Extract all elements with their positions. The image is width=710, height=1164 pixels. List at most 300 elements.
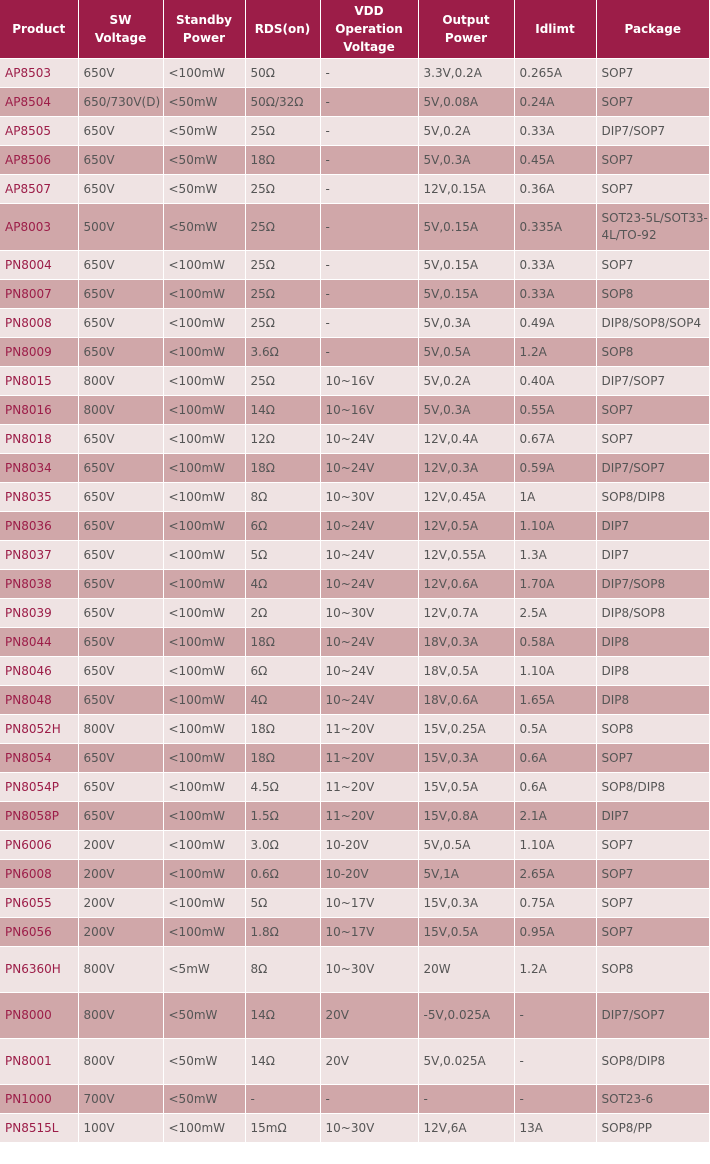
table-row — [0, 204, 709, 251]
vdd-voltage-cell: - — [320, 59, 418, 88]
package-cell: SOP7 — [596, 146, 709, 175]
output-power-cell: 5V,0.3A — [418, 146, 514, 175]
output-power-cell: 18V,0.6A — [418, 686, 514, 715]
column-header-package: Package — [596, 0, 709, 59]
sw-voltage-cell: 100V — [78, 1114, 163, 1143]
output-power-cell: 15V,0.25A — [418, 715, 514, 744]
vdd-voltage-cell: 20V — [320, 1039, 418, 1085]
product-cell[interactable]: PN8515L — [0, 1114, 78, 1143]
rds-on-cell: 25Ω — [245, 367, 320, 396]
standby-power-cell: <50mW — [163, 88, 245, 117]
sw-voltage-cell: 650V — [78, 280, 163, 309]
output-power-cell: 15V,0.8A — [418, 802, 514, 831]
package-cell: DIP7/SOP7 — [596, 993, 709, 1039]
package-cell: SOP8/DIP8 — [596, 1039, 709, 1085]
package-cell: SOP8/DIP8 — [596, 483, 709, 512]
idlimt-cell: 0.33A — [514, 251, 596, 280]
table-row — [0, 309, 709, 338]
table-row — [0, 715, 709, 744]
standby-power-cell: <100mW — [163, 338, 245, 367]
rds-on-cell: 25Ω — [245, 309, 320, 338]
rds-on-cell: 1.8Ω — [245, 918, 320, 947]
product-cell[interactable]: PN8008 — [0, 309, 78, 338]
table-row — [0, 947, 709, 993]
table-row — [0, 59, 709, 88]
standby-power-cell: <100mW — [163, 860, 245, 889]
idlimt-cell: 0.33A — [514, 280, 596, 309]
product-cell[interactable]: AP8003 — [0, 204, 78, 251]
standby-power-cell: <50mW — [163, 146, 245, 175]
rds-on-cell: 4Ω — [245, 570, 320, 599]
output-power-cell: 5V,0.5A — [418, 831, 514, 860]
output-power-cell: 5V,0.2A — [418, 367, 514, 396]
rds-on-cell: 18Ω — [245, 628, 320, 657]
rds-on-cell: 2Ω — [245, 599, 320, 628]
vdd-voltage-cell: 20V — [320, 993, 418, 1039]
standby-power-cell: <100mW — [163, 628, 245, 657]
vdd-voltage-cell: 10~24V — [320, 512, 418, 541]
idlimt-cell: 0.335A — [514, 204, 596, 251]
package-cell: SOP7 — [596, 889, 709, 918]
sw-voltage-cell: 650V — [78, 802, 163, 831]
sw-voltage-cell: 200V — [78, 860, 163, 889]
table-row — [0, 599, 709, 628]
rds-on-cell: 14Ω — [245, 396, 320, 425]
product-cell[interactable]: AP8507 — [0, 175, 78, 204]
table-row — [0, 686, 709, 715]
table-row — [0, 396, 709, 425]
sw-voltage-cell: 650V — [78, 146, 163, 175]
idlimt-cell: 1.10A — [514, 512, 596, 541]
product-cell[interactable]: PN8018 — [0, 425, 78, 454]
product-cell[interactable]: AP8505 — [0, 117, 78, 146]
standby-power-cell: <100mW — [163, 396, 245, 425]
sw-voltage-cell: 650V — [78, 251, 163, 280]
output-power-cell: 12V,0.15A — [418, 175, 514, 204]
standby-power-cell: <50mW — [163, 204, 245, 251]
vdd-voltage-cell: - — [320, 146, 418, 175]
sw-voltage-cell: 650V — [78, 686, 163, 715]
sw-voltage-cell: 650V — [78, 338, 163, 367]
product-cell[interactable]: PN8001 — [0, 1039, 78, 1085]
product-cell[interactable]: PN8036 — [0, 512, 78, 541]
sw-voltage-cell: 200V — [78, 918, 163, 947]
output-power-cell: 12V,6A — [418, 1114, 514, 1143]
sw-voltage-cell: 800V — [78, 367, 163, 396]
package-cell: SOT23-6 — [596, 1085, 709, 1114]
standby-power-cell: <100mW — [163, 599, 245, 628]
product-cell[interactable]: PN8038 — [0, 570, 78, 599]
sw-voltage-cell: 650V — [78, 599, 163, 628]
output-power-cell: 12V,0.55A — [418, 541, 514, 570]
idlimt-cell: 0.265A — [514, 59, 596, 88]
idlimt-cell: 0.33A — [514, 117, 596, 146]
sw-voltage-cell: 500V — [78, 204, 163, 251]
standby-power-cell: <100mW — [163, 657, 245, 686]
rds-on-cell: 0.6Ω — [245, 860, 320, 889]
vdd-voltage-cell: 10~24V — [320, 570, 418, 599]
rds-on-cell: 6Ω — [245, 657, 320, 686]
package-cell: DIP8 — [596, 628, 709, 657]
idlimt-cell: 1.2A — [514, 947, 596, 993]
idlimt-cell: 0.95A — [514, 918, 596, 947]
output-power-cell: 15V,0.5A — [418, 918, 514, 947]
package-cell: DIP8 — [596, 686, 709, 715]
vdd-voltage-cell: - — [320, 117, 418, 146]
idlimt-cell: 2.65A — [514, 860, 596, 889]
vdd-voltage-cell: 10~24V — [320, 628, 418, 657]
sw-voltage-cell: 650V — [78, 657, 163, 686]
column-header-vdd-operation-voltage: VDD Operation Voltage — [320, 0, 418, 59]
package-cell: DIP7 — [596, 802, 709, 831]
idlimt-cell: 1.65A — [514, 686, 596, 715]
standby-power-cell: <100mW — [163, 425, 245, 454]
package-cell: SOP7 — [596, 251, 709, 280]
product-cell[interactable]: PN8046 — [0, 657, 78, 686]
output-power-cell: 18V,0.3A — [418, 628, 514, 657]
sw-voltage-cell: 650V — [78, 744, 163, 773]
table-row — [0, 860, 709, 889]
product-cell[interactable]: PN8000 — [0, 993, 78, 1039]
product-cell[interactable]: PN8054P — [0, 773, 78, 802]
output-power-cell: 12V,0.3A — [418, 454, 514, 483]
product-cell[interactable]: PN8015 — [0, 367, 78, 396]
column-header-product: Product — [0, 0, 78, 59]
rds-on-cell: 12Ω — [245, 425, 320, 454]
output-power-cell: 5V,0.08A — [418, 88, 514, 117]
rds-on-cell: 3.0Ω — [245, 831, 320, 860]
rds-on-cell: 1.5Ω — [245, 802, 320, 831]
idlimt-cell: 1.2A — [514, 338, 596, 367]
rds-on-cell: 14Ω — [245, 993, 320, 1039]
product-cell[interactable]: PN6055 — [0, 889, 78, 918]
vdd-voltage-cell: 10~30V — [320, 483, 418, 512]
table-row — [0, 918, 709, 947]
standby-power-cell: <50mW — [163, 993, 245, 1039]
package-cell: DIP7/SOP8 — [596, 570, 709, 599]
table-row — [0, 338, 709, 367]
column-header-idlimt: Idlimt — [514, 0, 596, 59]
package-cell: SOP8/PP — [596, 1114, 709, 1143]
table-row — [0, 993, 709, 1039]
rds-on-cell: 18Ω — [245, 454, 320, 483]
table-row — [0, 657, 709, 686]
table-row — [0, 454, 709, 483]
sw-voltage-cell: 650V — [78, 541, 163, 570]
standby-power-cell: <50mW — [163, 1085, 245, 1114]
sw-voltage-cell: 650V — [78, 512, 163, 541]
standby-power-cell: <100mW — [163, 802, 245, 831]
product-cell[interactable]: PN8058P — [0, 802, 78, 831]
rds-on-cell: 25Ω — [245, 204, 320, 251]
column-header-rds-on: RDS(on) — [245, 0, 320, 59]
idlimt-cell: 0.5A — [514, 715, 596, 744]
standby-power-cell: <100mW — [163, 831, 245, 860]
vdd-voltage-cell: 10~24V — [320, 454, 418, 483]
vdd-voltage-cell: 10~16V — [320, 367, 418, 396]
idlimt-cell: 0.49A — [514, 309, 596, 338]
product-cell[interactable]: PN8007 — [0, 280, 78, 309]
idlimt-cell: - — [514, 1085, 596, 1114]
table-row — [0, 425, 709, 454]
column-header-sw-voltage: SW Voltage — [78, 0, 163, 59]
rds-on-cell: 4Ω — [245, 686, 320, 715]
vdd-voltage-cell: 10-20V — [320, 860, 418, 889]
output-power-cell: 5V,0.5A — [418, 338, 514, 367]
output-power-cell: 5V,0.15A — [418, 280, 514, 309]
package-cell: SOP8 — [596, 947, 709, 993]
output-power-cell: 12V,0.4A — [418, 425, 514, 454]
rds-on-cell: 14Ω — [245, 1039, 320, 1085]
standby-power-cell: <100mW — [163, 541, 245, 570]
product-cell[interactable]: PN6006 — [0, 831, 78, 860]
product-cell[interactable]: PN8048 — [0, 686, 78, 715]
package-cell: DIP8/SOP8/SOP4 — [596, 309, 709, 338]
product-cell[interactable]: PN6360H — [0, 947, 78, 993]
output-power-cell: 20W — [418, 947, 514, 993]
product-cell[interactable]: PN8034 — [0, 454, 78, 483]
standby-power-cell: <100mW — [163, 1114, 245, 1143]
sw-voltage-cell: 650V — [78, 59, 163, 88]
package-cell: DIP8/SOP8 — [596, 599, 709, 628]
output-power-cell: 5V,0.3A — [418, 396, 514, 425]
idlimt-cell: 13A — [514, 1114, 596, 1143]
column-header-standby-power: Standby Power — [163, 0, 245, 59]
idlimt-cell: 0.6A — [514, 773, 596, 802]
standby-power-cell: <100mW — [163, 773, 245, 802]
sw-voltage-cell: 650V — [78, 117, 163, 146]
package-cell: DIP7/SOP7 — [596, 117, 709, 146]
product-cell[interactable]: PN6008 — [0, 860, 78, 889]
standby-power-cell: <100mW — [163, 454, 245, 483]
standby-power-cell: <100mW — [163, 570, 245, 599]
idlimt-cell: 0.75A — [514, 889, 596, 918]
rds-on-cell: 5Ω — [245, 541, 320, 570]
vdd-voltage-cell: 10~30V — [320, 599, 418, 628]
standby-power-cell: <100mW — [163, 744, 245, 773]
package-cell: SOP8 — [596, 280, 709, 309]
product-cell[interactable]: AP8506 — [0, 146, 78, 175]
package-cell: SOP8 — [596, 338, 709, 367]
table-row — [0, 117, 709, 146]
standby-power-cell: <100mW — [163, 309, 245, 338]
idlimt-cell: 1.10A — [514, 657, 596, 686]
table-row — [0, 744, 709, 773]
output-power-cell: 18V,0.5A — [418, 657, 514, 686]
rds-on-cell: 25Ω — [245, 175, 320, 204]
output-power-cell: -5V,0.025A — [418, 993, 514, 1039]
idlimt-cell: 0.67A — [514, 425, 596, 454]
vdd-voltage-cell: - — [320, 280, 418, 309]
sw-voltage-cell: 650V — [78, 570, 163, 599]
idlimt-cell: 0.45A — [514, 146, 596, 175]
vdd-voltage-cell: - — [320, 88, 418, 117]
table-row — [0, 483, 709, 512]
idlimt-cell: 0.24A — [514, 88, 596, 117]
table-header-row — [0, 0, 709, 59]
product-cell[interactable]: PN6056 — [0, 918, 78, 947]
rds-on-cell: 25Ω — [245, 117, 320, 146]
table-row — [0, 512, 709, 541]
sw-voltage-cell: 650V — [78, 309, 163, 338]
output-power-cell: 15V,0.5A — [418, 773, 514, 802]
table-row — [0, 146, 709, 175]
idlimt-cell: 0.40A — [514, 367, 596, 396]
package-cell: SOP7 — [596, 918, 709, 947]
package-cell: SOP7 — [596, 831, 709, 860]
vdd-voltage-cell: - — [320, 175, 418, 204]
vdd-voltage-cell: - — [320, 204, 418, 251]
product-cell[interactable]: PN8039 — [0, 599, 78, 628]
package-cell: DIP7 — [596, 512, 709, 541]
product-cell[interactable]: PN8054 — [0, 744, 78, 773]
standby-power-cell: <100mW — [163, 367, 245, 396]
table-row — [0, 251, 709, 280]
standby-power-cell: <100mW — [163, 483, 245, 512]
sw-voltage-cell: 800V — [78, 993, 163, 1039]
sw-voltage-cell: 650V — [78, 483, 163, 512]
product-cell[interactable]: AP8503 — [0, 59, 78, 88]
sw-voltage-cell: 700V — [78, 1085, 163, 1114]
idlimt-cell: 1A — [514, 483, 596, 512]
sw-voltage-cell: 650V — [78, 628, 163, 657]
vdd-voltage-cell: 10~24V — [320, 541, 418, 570]
product-cell[interactable]: PN8035 — [0, 483, 78, 512]
sw-voltage-cell: 800V — [78, 1039, 163, 1085]
package-cell: SOP7 — [596, 860, 709, 889]
idlimt-cell: 0.55A — [514, 396, 596, 425]
column-header-output-power: Output Power — [418, 0, 514, 59]
sw-voltage-cell: 800V — [78, 396, 163, 425]
output-power-cell: 5V,0.2A — [418, 117, 514, 146]
sw-voltage-cell: 650/730V(D) — [78, 88, 163, 117]
vdd-voltage-cell: 10~30V — [320, 947, 418, 993]
table-row — [0, 802, 709, 831]
package-cell: SOP8/DIP8 — [596, 773, 709, 802]
product-cell[interactable]: PN1000 — [0, 1085, 78, 1114]
sw-voltage-cell: 650V — [78, 454, 163, 483]
vdd-voltage-cell: - — [320, 1085, 418, 1114]
rds-on-cell: - — [245, 1085, 320, 1114]
sw-voltage-cell: 650V — [78, 773, 163, 802]
output-power-cell: 5V,0.15A — [418, 204, 514, 251]
package-cell: DIP7/SOP7 — [596, 367, 709, 396]
standby-power-cell: <100mW — [163, 280, 245, 309]
vdd-voltage-cell: 10~24V — [320, 425, 418, 454]
standby-power-cell: <100mW — [163, 715, 245, 744]
idlimt-cell: 2.5A — [514, 599, 596, 628]
rds-on-cell: 4.5Ω — [245, 773, 320, 802]
sw-voltage-cell: 200V — [78, 889, 163, 918]
standby-power-cell: <100mW — [163, 59, 245, 88]
package-cell: DIP8 — [596, 657, 709, 686]
rds-on-cell: 15mΩ — [245, 1114, 320, 1143]
output-power-cell: - — [418, 1085, 514, 1114]
output-power-cell: 12V,0.45A — [418, 483, 514, 512]
vdd-voltage-cell: 10-20V — [320, 831, 418, 860]
output-power-cell: 15V,0.3A — [418, 744, 514, 773]
vdd-voltage-cell: 11~20V — [320, 744, 418, 773]
product-cell[interactable]: PN8004 — [0, 251, 78, 280]
standby-power-cell: <100mW — [163, 918, 245, 947]
standby-power-cell: <5mW — [163, 947, 245, 993]
table-row — [0, 831, 709, 860]
product-cell[interactable]: PN8016 — [0, 396, 78, 425]
output-power-cell: 12V,0.6A — [418, 570, 514, 599]
table-row — [0, 1039, 709, 1085]
package-cell: SOP7 — [596, 425, 709, 454]
vdd-voltage-cell: - — [320, 338, 418, 367]
product-cell[interactable]: PN8044 — [0, 628, 78, 657]
output-power-cell: 5V,1A — [418, 860, 514, 889]
product-cell[interactable]: PN8009 — [0, 338, 78, 367]
standby-power-cell: <50mW — [163, 117, 245, 146]
vdd-voltage-cell: - — [320, 251, 418, 280]
sw-voltage-cell: 800V — [78, 715, 163, 744]
sw-voltage-cell: 650V — [78, 175, 163, 204]
rds-on-cell: 18Ω — [245, 744, 320, 773]
idlimt-cell: 1.10A — [514, 831, 596, 860]
package-cell: SOT23-5L/SOT33- 4L/TO-92 — [596, 204, 709, 251]
idlimt-cell: 0.59A — [514, 454, 596, 483]
output-power-cell: 5V,0.025A — [418, 1039, 514, 1085]
table-row — [0, 88, 709, 117]
rds-on-cell: 8Ω — [245, 483, 320, 512]
package-cell: SOP7 — [596, 88, 709, 117]
idlimt-cell: 0.6A — [514, 744, 596, 773]
package-cell: SOP8 — [596, 715, 709, 744]
package-cell: SOP7 — [596, 744, 709, 773]
idlimt-cell: 1.70A — [514, 570, 596, 599]
vdd-voltage-cell: 11~20V — [320, 773, 418, 802]
output-power-cell: 5V,0.15A — [418, 251, 514, 280]
output-power-cell: 5V,0.3A — [418, 309, 514, 338]
product-cell[interactable]: PN8052H — [0, 715, 78, 744]
sw-voltage-cell: 800V — [78, 947, 163, 993]
vdd-voltage-cell: - — [320, 309, 418, 338]
table-row — [0, 628, 709, 657]
rds-on-cell: 18Ω — [245, 715, 320, 744]
idlimt-cell: 2.1A — [514, 802, 596, 831]
standby-power-cell: <100mW — [163, 889, 245, 918]
output-power-cell: 15V,0.3A — [418, 889, 514, 918]
standby-power-cell: <100mW — [163, 512, 245, 541]
package-cell: DIP7 — [596, 541, 709, 570]
vdd-voltage-cell: 10~24V — [320, 657, 418, 686]
package-cell: SOP7 — [596, 396, 709, 425]
table-row — [0, 541, 709, 570]
vdd-voltage-cell: 11~20V — [320, 802, 418, 831]
table-row — [0, 280, 709, 309]
table-row — [0, 889, 709, 918]
table-row — [0, 1114, 709, 1143]
idlimt-cell: - — [514, 1039, 596, 1085]
table-row — [0, 367, 709, 396]
table-body — [0, 59, 709, 1143]
rds-on-cell: 50Ω/32Ω — [245, 88, 320, 117]
vdd-voltage-cell: 10~16V — [320, 396, 418, 425]
product-cell[interactable]: PN8037 — [0, 541, 78, 570]
rds-on-cell: 50Ω — [245, 59, 320, 88]
vdd-voltage-cell: 11~20V — [320, 715, 418, 744]
product-cell[interactable]: AP8504 — [0, 88, 78, 117]
standby-power-cell: <100mW — [163, 686, 245, 715]
rds-on-cell: 8Ω — [245, 947, 320, 993]
sw-voltage-cell: 200V — [78, 831, 163, 860]
idlimt-cell: 0.36A — [514, 175, 596, 204]
output-power-cell: 3.3V,0.2A — [418, 59, 514, 88]
rds-on-cell: 25Ω — [245, 280, 320, 309]
